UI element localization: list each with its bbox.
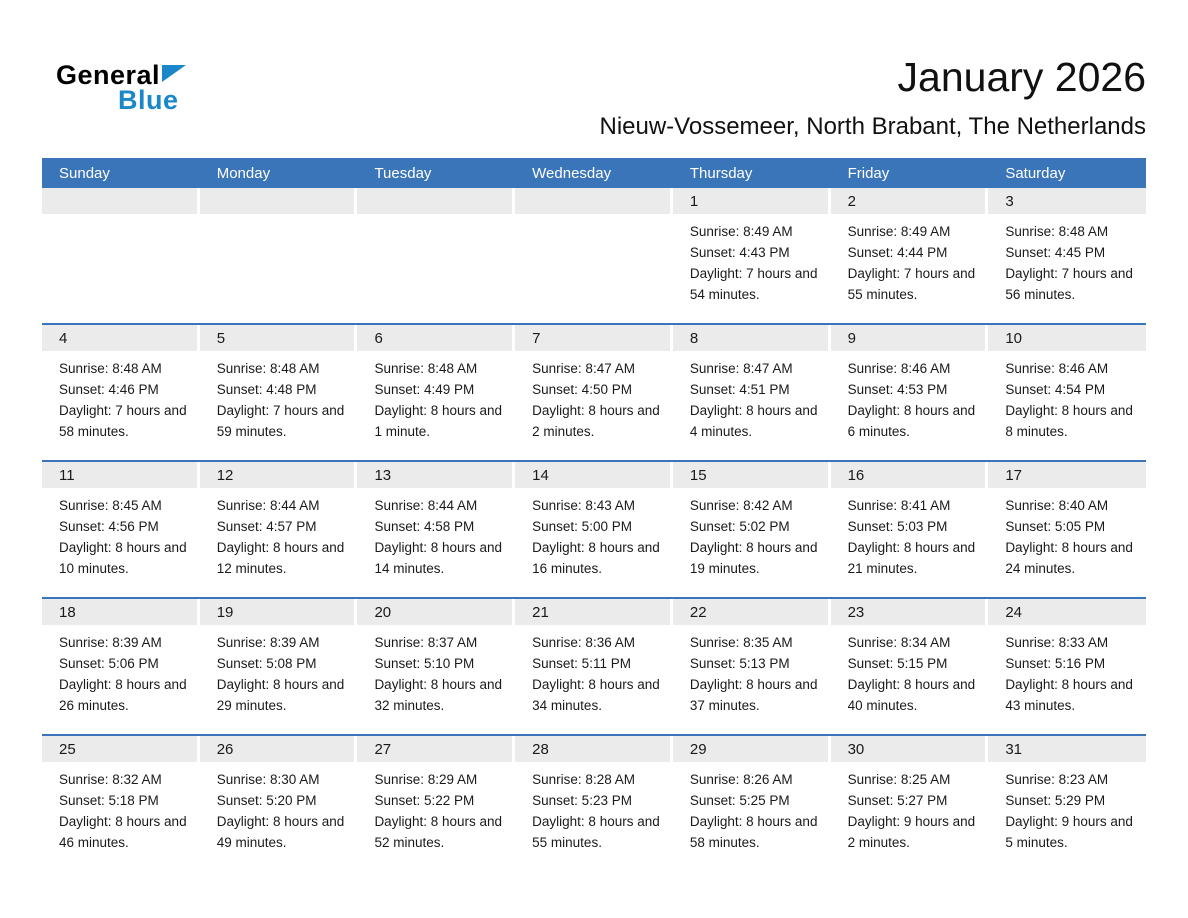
weekday-header-row xyxy=(42,158,1146,188)
sunset-text: Sunset: 5:22 PM xyxy=(374,793,475,808)
sunset-text: Sunset: 5:15 PM xyxy=(847,656,948,671)
daylight-text: Daylight: 8 hours and 55 minutes. xyxy=(532,814,660,850)
day-number: 3 xyxy=(1005,192,1014,210)
day-details xyxy=(357,625,515,716)
day-cell xyxy=(357,599,515,734)
day-cell xyxy=(673,325,831,460)
daylight-text: Daylight: 8 hours and 24 minutes. xyxy=(1005,540,1133,576)
day-number: 25 xyxy=(59,740,76,758)
daylight-text: Daylight: 8 hours and 49 minutes. xyxy=(216,814,345,850)
day-number: 10 xyxy=(1005,329,1022,347)
day-cell xyxy=(831,599,989,734)
sunset-text: Sunset: 4:43 PM xyxy=(689,245,790,260)
day-number: 26 xyxy=(216,740,234,758)
day-cell xyxy=(988,325,1146,460)
day-details xyxy=(988,762,1146,853)
sunrise-text: Sunrise: 8:44 AM xyxy=(216,498,320,513)
sunset-text: Sunset: 4:51 PM xyxy=(689,382,790,397)
sunrise-text: Sunrise: 8:42 AM xyxy=(689,498,793,513)
day-details xyxy=(357,214,515,221)
day-cell xyxy=(42,462,200,597)
sunset-text: Sunset: 5:23 PM xyxy=(532,793,632,808)
daylight-text: Daylight: 8 hours and 10 minutes. xyxy=(59,540,187,576)
location-subtitle: Nieuw-Vossemeer, North Brabant, The Netherlands xyxy=(599,113,1146,140)
day-details xyxy=(988,214,1146,305)
day-details xyxy=(831,488,989,579)
daylight-text: Daylight: 7 hours and 55 minutes. xyxy=(847,266,976,302)
day-number: 18 xyxy=(59,603,76,621)
day-number: 2 xyxy=(847,192,856,210)
day-number-band xyxy=(988,462,1146,488)
sunset-text: Sunset: 4:44 PM xyxy=(847,245,948,260)
sunrise-text: Sunrise: 8:32 AM xyxy=(59,772,162,787)
day-details xyxy=(42,214,200,221)
sunrise-text: Sunrise: 8:46 AM xyxy=(1005,361,1109,376)
sunset-text: Sunset: 4:56 PM xyxy=(59,519,159,534)
title-block xyxy=(599,50,1146,141)
day-number-band xyxy=(357,736,512,762)
daylight-text: Daylight: 7 hours and 58 minutes. xyxy=(59,403,187,439)
day-number: 11 xyxy=(59,466,75,484)
day-number-band xyxy=(200,462,355,488)
day-number: 24 xyxy=(1005,603,1022,621)
day-cell xyxy=(515,599,673,734)
sunrise-text: Sunrise: 8:44 AM xyxy=(374,498,478,513)
day-number-band xyxy=(988,325,1146,351)
day-details xyxy=(200,214,358,221)
empty-day-cell xyxy=(357,188,515,323)
daylight-text: Daylight: 7 hours and 54 minutes. xyxy=(689,266,818,302)
day-details xyxy=(988,488,1146,579)
day-number-band xyxy=(988,599,1146,625)
day-cell xyxy=(673,736,831,871)
sunset-text: Sunset: 4:50 PM xyxy=(532,382,632,397)
day-cell xyxy=(42,736,200,871)
daylight-text: Daylight: 8 hours and 8 minutes. xyxy=(1005,403,1133,439)
daylight-text: Daylight: 8 hours and 16 minutes. xyxy=(532,540,660,576)
sunrise-text: Sunrise: 8:37 AM xyxy=(374,635,478,650)
day-number-band xyxy=(515,188,670,214)
daylight-text: Daylight: 8 hours and 52 minutes. xyxy=(374,814,503,850)
day-details xyxy=(831,762,989,853)
sunrise-text: Sunrise: 8:33 AM xyxy=(1005,635,1109,650)
daylight-text: Daylight: 8 hours and 34 minutes. xyxy=(532,677,660,713)
sunrise-text: Sunrise: 8:40 AM xyxy=(1005,498,1109,513)
week-row xyxy=(42,597,1146,734)
empty-day-cell xyxy=(200,188,358,323)
day-number: 5 xyxy=(216,329,226,347)
day-number-band xyxy=(831,462,986,488)
sunrise-text: Sunrise: 8:48 AM xyxy=(216,361,320,376)
sunset-text: Sunset: 4:54 PM xyxy=(1005,382,1106,397)
daylight-text: Daylight: 9 hours and 5 minutes. xyxy=(1005,814,1133,850)
day-number-band xyxy=(515,736,670,762)
day-number-band xyxy=(357,325,512,351)
day-details xyxy=(357,762,515,853)
day-number-band xyxy=(831,188,986,214)
day-cell xyxy=(831,325,989,460)
day-cell xyxy=(515,736,673,871)
day-details xyxy=(42,488,200,579)
day-cell xyxy=(357,325,515,460)
day-number-band xyxy=(515,462,670,488)
sunset-text: Sunset: 4:58 PM xyxy=(374,519,475,534)
logo-text-general: General xyxy=(56,60,161,90)
sunset-text: Sunset: 5:06 PM xyxy=(59,656,159,671)
daylight-text: Daylight: 8 hours and 14 minutes. xyxy=(374,540,503,576)
sunrise-text: Sunrise: 8:34 AM xyxy=(847,635,951,650)
sunset-text: Sunset: 5:10 PM xyxy=(374,656,475,671)
sunrise-text: Sunrise: 8:46 AM xyxy=(847,361,951,376)
day-number-band xyxy=(200,599,355,625)
day-cell xyxy=(831,736,989,871)
sunrise-text: Sunrise: 8:30 AM xyxy=(216,772,320,787)
sunset-text: Sunset: 5:27 PM xyxy=(847,793,948,808)
sunset-text: Sunset: 5:13 PM xyxy=(689,656,790,671)
sunrise-text: Sunrise: 8:49 AM xyxy=(847,224,951,239)
day-cell xyxy=(831,462,989,597)
sunset-text: Sunset: 5:00 PM xyxy=(532,519,632,534)
day-number-band xyxy=(357,599,512,625)
sunrise-text: Sunrise: 8:35 AM xyxy=(689,635,793,650)
day-details xyxy=(673,214,831,305)
day-number: 30 xyxy=(847,740,865,758)
sunset-text: Sunset: 5:29 PM xyxy=(1005,793,1106,808)
sunrise-text: Sunrise: 8:47 AM xyxy=(532,361,635,376)
daylight-text: Daylight: 8 hours and 1 minute. xyxy=(374,403,503,439)
sunset-text: Sunset: 5:03 PM xyxy=(847,519,948,534)
day-number: 27 xyxy=(374,740,392,758)
day-number: 13 xyxy=(374,466,392,484)
day-number-band xyxy=(515,599,670,625)
sunrise-text: Sunrise: 8:26 AM xyxy=(689,772,793,787)
day-details xyxy=(673,488,831,579)
weekday-header-saturday: Saturday xyxy=(1005,164,1066,182)
month-title: January 2026 xyxy=(897,54,1146,100)
weekday-header-sunday: Sunday xyxy=(59,164,110,182)
day-cell xyxy=(673,599,831,734)
daylight-text: Daylight: 8 hours and 40 minutes. xyxy=(847,677,976,713)
day-number: 20 xyxy=(374,603,392,621)
day-details xyxy=(673,625,831,716)
calendar xyxy=(42,158,1146,871)
sunset-text: Sunset: 5:16 PM xyxy=(1005,656,1106,671)
sunset-text: Sunset: 4:57 PM xyxy=(216,519,317,534)
daylight-text: Daylight: 8 hours and 58 minutes. xyxy=(689,814,818,850)
day-details xyxy=(200,351,358,442)
day-cell xyxy=(357,462,515,597)
day-cell xyxy=(988,599,1146,734)
day-number-band xyxy=(673,188,828,214)
day-number-band xyxy=(673,325,828,351)
day-details xyxy=(357,351,515,442)
day-details xyxy=(515,488,673,579)
empty-day-cell xyxy=(515,188,673,323)
day-cell xyxy=(673,462,831,597)
day-cell xyxy=(515,462,673,597)
sunset-text: Sunset: 4:45 PM xyxy=(1005,245,1106,260)
day-details xyxy=(200,762,358,853)
day-details xyxy=(357,488,515,579)
day-cell xyxy=(42,325,200,460)
day-cell xyxy=(200,736,358,871)
day-details xyxy=(988,351,1146,442)
day-number: 23 xyxy=(847,603,865,621)
day-number-band xyxy=(673,736,828,762)
day-number: 7 xyxy=(532,329,541,347)
daylight-text: Daylight: 8 hours and 26 minutes. xyxy=(59,677,187,713)
day-cell xyxy=(988,188,1146,323)
day-details xyxy=(988,625,1146,716)
sunset-text: Sunset: 5:20 PM xyxy=(216,793,317,808)
calendar-grid xyxy=(42,188,1146,871)
day-cell xyxy=(988,736,1146,871)
daylight-text: Daylight: 8 hours and 46 minutes. xyxy=(59,814,187,850)
empty-day-cell xyxy=(42,188,200,323)
sunrise-text: Sunrise: 8:49 AM xyxy=(689,224,793,239)
week-row xyxy=(42,188,1146,323)
sunset-text: Sunset: 5:25 PM xyxy=(689,793,790,808)
daylight-text: Daylight: 7 hours and 59 minutes. xyxy=(216,403,345,439)
day-number: 8 xyxy=(689,329,699,347)
day-number: 31 xyxy=(1005,740,1022,758)
logo-triangle-icon xyxy=(162,65,186,82)
day-cell xyxy=(200,599,358,734)
day-details xyxy=(831,351,989,442)
day-details xyxy=(200,488,358,579)
page-header xyxy=(0,0,1188,158)
day-number-band xyxy=(673,599,828,625)
daylight-text: Daylight: 8 hours and 19 minutes. xyxy=(689,540,818,576)
daylight-text: Daylight: 8 hours and 43 minutes. xyxy=(1005,677,1133,713)
day-number: 4 xyxy=(59,329,68,347)
sunrise-text: Sunrise: 8:41 AM xyxy=(847,498,951,513)
day-cell xyxy=(200,325,358,460)
day-cell xyxy=(515,325,673,460)
general-blue-logo xyxy=(56,50,186,114)
day-number-band xyxy=(200,325,355,351)
day-number-band xyxy=(515,325,670,351)
sunset-text: Sunset: 4:49 PM xyxy=(374,382,475,397)
day-number: 9 xyxy=(847,329,856,347)
day-number: 16 xyxy=(847,466,865,484)
day-number: 28 xyxy=(532,740,549,758)
sunset-text: Sunset: 4:53 PM xyxy=(847,382,948,397)
day-number: 19 xyxy=(216,603,234,621)
sunset-text: Sunset: 5:02 PM xyxy=(689,519,790,534)
sunrise-text: Sunrise: 8:47 AM xyxy=(689,361,793,376)
day-number-band xyxy=(200,736,355,762)
weekday-header-monday: Monday xyxy=(216,164,271,182)
day-details xyxy=(515,351,673,442)
sunrise-text: Sunrise: 8:39 AM xyxy=(59,635,162,650)
day-cell xyxy=(831,188,989,323)
daylight-text: Daylight: 8 hours and 29 minutes. xyxy=(216,677,345,713)
day-number: 17 xyxy=(1005,466,1022,484)
day-cell xyxy=(988,462,1146,597)
day-number-band xyxy=(42,325,197,351)
day-details xyxy=(515,625,673,716)
day-number: 15 xyxy=(689,466,707,484)
daylight-text: Daylight: 8 hours and 12 minutes. xyxy=(216,540,345,576)
day-number: 29 xyxy=(689,740,707,758)
daylight-text: Daylight: 7 hours and 56 minutes. xyxy=(1005,266,1133,302)
day-number: 1 xyxy=(689,192,699,210)
day-details xyxy=(42,762,200,853)
sunrise-text: Sunrise: 8:36 AM xyxy=(532,635,635,650)
weekday-header-tuesday: Tuesday xyxy=(374,164,432,182)
daylight-text: Daylight: 8 hours and 32 minutes. xyxy=(374,677,503,713)
week-row xyxy=(42,734,1146,871)
daylight-text: Daylight: 8 hours and 4 minutes. xyxy=(689,403,818,439)
sunset-text: Sunset: 4:48 PM xyxy=(216,382,317,397)
day-number-band xyxy=(673,462,828,488)
day-number-band xyxy=(988,736,1146,762)
sunrise-text: Sunrise: 8:28 AM xyxy=(532,772,635,787)
day-number-band xyxy=(831,325,986,351)
daylight-text: Daylight: 8 hours and 37 minutes. xyxy=(689,677,818,713)
day-cell xyxy=(357,736,515,871)
day-number-band xyxy=(357,462,512,488)
week-row xyxy=(42,323,1146,460)
daylight-text: Daylight: 8 hours and 2 minutes. xyxy=(532,403,660,439)
day-number: 14 xyxy=(532,466,549,484)
day-number-band xyxy=(200,188,355,214)
sunset-text: Sunset: 5:11 PM xyxy=(532,656,631,671)
sunset-text: Sunset: 4:46 PM xyxy=(59,382,159,397)
weekday-header-wednesday: Wednesday xyxy=(532,164,612,182)
day-details xyxy=(200,625,358,716)
day-number-band xyxy=(831,599,986,625)
sunset-text: Sunset: 5:18 PM xyxy=(59,793,159,808)
sunrise-text: Sunrise: 8:25 AM xyxy=(847,772,951,787)
day-details xyxy=(515,214,673,221)
week-row xyxy=(42,460,1146,597)
sunrise-text: Sunrise: 8:48 AM xyxy=(59,361,162,376)
sunrise-text: Sunrise: 8:39 AM xyxy=(216,635,320,650)
daylight-text: Daylight: 9 hours and 2 minutes. xyxy=(847,814,976,850)
sunrise-text: Sunrise: 8:45 AM xyxy=(59,498,162,513)
daylight-text: Daylight: 8 hours and 21 minutes. xyxy=(847,540,976,576)
day-cell xyxy=(673,188,831,323)
day-number: 12 xyxy=(216,466,234,484)
sunrise-text: Sunrise: 8:48 AM xyxy=(374,361,478,376)
day-number: 21 xyxy=(532,603,549,621)
day-details xyxy=(673,351,831,442)
sunrise-text: Sunrise: 8:48 AM xyxy=(1005,224,1109,239)
sunrise-text: Sunrise: 8:29 AM xyxy=(374,772,478,787)
sunrise-text: Sunrise: 8:43 AM xyxy=(532,498,635,513)
weekday-header-thursday: Thursday xyxy=(689,164,753,182)
day-number-band xyxy=(988,188,1146,214)
day-details xyxy=(515,762,673,853)
day-number-band xyxy=(42,462,197,488)
day-details xyxy=(42,351,200,442)
day-details xyxy=(42,625,200,716)
daylight-text: Daylight: 8 hours and 6 minutes. xyxy=(847,403,976,439)
day-number-band xyxy=(831,736,986,762)
day-number-band xyxy=(357,188,512,214)
sunset-text: Sunset: 5:08 PM xyxy=(216,656,317,671)
day-details xyxy=(831,214,989,305)
day-number-band xyxy=(42,188,197,214)
sunrise-text: Sunrise: 8:23 AM xyxy=(1005,772,1109,787)
day-details xyxy=(831,625,989,716)
weekday-header-friday: Friday xyxy=(847,164,890,182)
sunset-text: Sunset: 5:05 PM xyxy=(1005,519,1106,534)
day-number: 6 xyxy=(374,329,383,347)
day-cell xyxy=(42,599,200,734)
day-number-band xyxy=(42,599,197,625)
day-number: 22 xyxy=(689,603,707,621)
day-details xyxy=(673,762,831,853)
logo-text-blue: Blue xyxy=(118,85,179,115)
day-number-band xyxy=(42,736,197,762)
day-cell xyxy=(200,462,358,597)
